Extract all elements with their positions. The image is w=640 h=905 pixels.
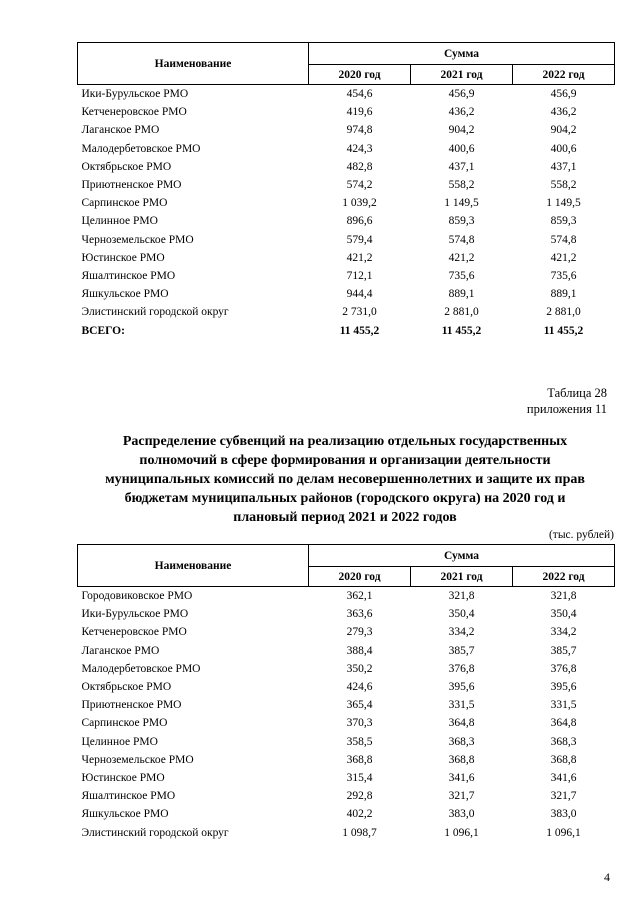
value-2020: 2 731,0 bbox=[342, 306, 377, 319]
value-2020: 454,6 bbox=[346, 88, 373, 101]
value-2021: 334,2 bbox=[448, 626, 475, 639]
appendix-number: приложения 11 bbox=[526, 402, 607, 416]
header-name: Наименование bbox=[78, 43, 309, 85]
value-2021: 904,2 bbox=[448, 124, 475, 137]
subsidy-table-2 bbox=[77, 544, 615, 842]
value-2020: 11 455,2 bbox=[339, 324, 380, 337]
value-2020: 402,2 bbox=[346, 808, 373, 821]
value-2021: 385,7 bbox=[448, 644, 475, 657]
table-row bbox=[78, 267, 615, 285]
value-2022: 421,2 bbox=[550, 251, 577, 264]
heading-line: муниципальных комиссий по делам несовершеннолетних и защите их прав bbox=[105, 472, 585, 487]
municipality-name: Лаганское РМО bbox=[81, 124, 160, 137]
table-row bbox=[78, 249, 615, 267]
header-year-2021: 2021 год bbox=[411, 65, 513, 85]
value-2020: 358,5 bbox=[346, 735, 373, 748]
municipality-name: Ики-Бурульское РМО bbox=[81, 608, 189, 621]
value-2022: 2 881,0 bbox=[546, 306, 581, 319]
value-2022: 889,1 bbox=[550, 288, 577, 301]
value-2022: 735,6 bbox=[550, 269, 577, 282]
value-2021: 436,2 bbox=[448, 106, 475, 119]
value-2022: 456,9 bbox=[550, 88, 577, 101]
table-row bbox=[78, 158, 615, 176]
value-2020: 579,4 bbox=[346, 233, 373, 246]
page-number: 4 bbox=[604, 870, 610, 884]
municipality-name: Сарпинское РМО bbox=[81, 197, 168, 210]
municipality-name: Яшкульское РМО bbox=[81, 288, 169, 301]
value-2021: 383,0 bbox=[448, 808, 475, 821]
table-row bbox=[78, 787, 615, 805]
table-row bbox=[78, 696, 615, 714]
municipality-name: Приютненское РМО bbox=[81, 179, 182, 192]
value-2022: 385,7 bbox=[550, 644, 577, 657]
value-2020: 368,8 bbox=[346, 753, 373, 766]
table-1-body bbox=[78, 85, 615, 340]
value-2021: 1 149,5 bbox=[444, 197, 479, 210]
municipality-name: Сарпинское РМО bbox=[81, 717, 168, 730]
value-2021: 1 096,1 bbox=[444, 826, 479, 839]
value-2021: 364,8 bbox=[448, 717, 475, 730]
value-2020: 974,8 bbox=[346, 124, 373, 137]
table-row bbox=[78, 678, 615, 696]
table-row bbox=[78, 823, 615, 841]
value-2021: 735,6 bbox=[448, 269, 475, 282]
value-2021: 456,9 bbox=[448, 88, 475, 101]
value-2021: 437,1 bbox=[448, 160, 475, 173]
value-2020: 279,3 bbox=[346, 626, 373, 639]
value-2020: 363,6 bbox=[346, 608, 373, 621]
municipality-name: Октябрьское РМО bbox=[81, 681, 172, 694]
municipality-name: Кетченеровское РМО bbox=[81, 106, 187, 119]
municipality-name: Малодербетовское РМО bbox=[81, 662, 201, 675]
value-2020: 712,1 bbox=[346, 269, 373, 282]
value-2020: 421,2 bbox=[346, 251, 373, 264]
table-row bbox=[78, 140, 615, 158]
value-2021: 321,7 bbox=[448, 790, 475, 803]
value-2022: 400,6 bbox=[550, 142, 577, 155]
value-2022: 395,6 bbox=[550, 681, 577, 694]
value-2022: 341,6 bbox=[550, 771, 577, 784]
header-year-2020: 2020 год bbox=[309, 65, 411, 85]
table-row bbox=[78, 714, 615, 732]
municipality-name: Яшалтинское РМО bbox=[81, 269, 176, 282]
value-2020: 350,2 bbox=[346, 662, 373, 675]
value-2021: 889,1 bbox=[448, 288, 475, 301]
table-row bbox=[78, 212, 615, 230]
table-row bbox=[78, 751, 615, 769]
municipality-name: Юстинское РМО bbox=[81, 771, 165, 784]
value-2021: 341,6 bbox=[448, 771, 475, 784]
value-2021: 421,2 bbox=[448, 251, 475, 264]
value-2022: 368,3 bbox=[550, 735, 577, 748]
value-2020: 1 039,2 bbox=[342, 197, 377, 210]
municipality-name: Элистинский городской округ bbox=[81, 826, 229, 839]
value-2022: 321,7 bbox=[550, 790, 577, 803]
municipality-name: Элистинский городской округ bbox=[81, 306, 229, 319]
header-year-2022: 2022 год bbox=[513, 567, 615, 587]
value-2021: 558,2 bbox=[448, 179, 475, 192]
table-row bbox=[78, 587, 615, 606]
municipality-name: Черноземельское РМО bbox=[81, 233, 194, 246]
heading-line: плановый период 2021 и 2022 годов bbox=[233, 510, 457, 525]
value-2022: 376,8 bbox=[550, 662, 577, 675]
municipality-name: Юстинское РМО bbox=[81, 251, 165, 264]
table-row bbox=[78, 303, 615, 321]
value-2020: 370,3 bbox=[346, 717, 373, 730]
municipality-name: Лаганское РМО bbox=[81, 644, 160, 657]
table-row bbox=[78, 103, 615, 121]
municipality-name: Целинное РМО bbox=[81, 735, 158, 748]
value-2022: 437,1 bbox=[550, 160, 577, 173]
value-2020: 574,2 bbox=[346, 179, 373, 192]
value-2021: 574,8 bbox=[448, 233, 475, 246]
header-name: Наименование bbox=[78, 545, 309, 587]
table-row bbox=[78, 660, 615, 678]
value-2021: 368,8 bbox=[448, 753, 475, 766]
value-2022: 383,0 bbox=[550, 808, 577, 821]
value-2022: 574,8 bbox=[550, 233, 577, 246]
value-2020: 482,8 bbox=[346, 160, 373, 173]
document-heading bbox=[75, 432, 615, 527]
municipality-name: Малодербетовское РМО bbox=[81, 142, 201, 155]
value-2021: 11 455,2 bbox=[441, 324, 482, 337]
value-2021: 395,6 bbox=[448, 681, 475, 694]
table-row bbox=[78, 231, 615, 249]
table-row bbox=[78, 285, 615, 303]
value-2022: 1 149,5 bbox=[546, 197, 581, 210]
value-2020: 1 098,7 bbox=[342, 826, 377, 839]
table-caption bbox=[527, 385, 607, 417]
value-2021: 368,3 bbox=[448, 735, 475, 748]
header-sum: Сумма bbox=[309, 43, 615, 65]
value-2021: 350,4 bbox=[448, 608, 475, 621]
total-row bbox=[78, 321, 615, 339]
header-year-2022: 2022 год bbox=[513, 65, 615, 85]
table-row bbox=[78, 194, 615, 212]
municipality-name: Октябрьское РМО bbox=[81, 160, 172, 173]
value-2020: 944,4 bbox=[346, 288, 373, 301]
value-2021: 400,6 bbox=[448, 142, 475, 155]
value-2022: 436,2 bbox=[550, 106, 577, 119]
table-row bbox=[78, 623, 615, 641]
value-2020: 292,8 bbox=[346, 790, 373, 803]
value-2020: 896,6 bbox=[346, 215, 373, 228]
table-row bbox=[78, 769, 615, 787]
value-2022: 331,5 bbox=[550, 699, 577, 712]
table-row bbox=[78, 605, 615, 623]
unit-label: (тыс. рублей) bbox=[548, 529, 614, 541]
value-2020: 419,6 bbox=[346, 106, 373, 119]
value-2020: 388,4 bbox=[346, 644, 373, 657]
value-2020: 424,6 bbox=[346, 681, 373, 694]
municipality-name: Яшалтинское РМО bbox=[81, 790, 176, 803]
value-2020: 365,4 bbox=[346, 699, 373, 712]
value-2021: 331,5 bbox=[448, 699, 475, 712]
header-sum: Сумма bbox=[309, 545, 615, 567]
table-row bbox=[78, 85, 615, 104]
value-2020: 362,1 bbox=[346, 590, 373, 603]
value-2021: 859,3 bbox=[448, 215, 475, 228]
value-2020: 315,4 bbox=[346, 771, 373, 784]
value-2022: 904,2 bbox=[550, 124, 577, 137]
value-2022: 364,8 bbox=[550, 717, 577, 730]
value-2022: 1 096,1 bbox=[546, 826, 581, 839]
value-2021: 376,8 bbox=[448, 662, 475, 675]
municipality-name: Целинное РМО bbox=[81, 215, 158, 228]
municipality-name: Яшкульское РМО bbox=[81, 808, 169, 821]
value-2020: 424,3 bbox=[346, 142, 373, 155]
total-label: ВСЕГО: bbox=[81, 324, 125, 337]
municipality-name: Городовиковское РМО bbox=[81, 590, 193, 603]
table-number: Таблица 28 bbox=[547, 386, 607, 400]
municipality-name: Приютненское РМО bbox=[81, 699, 182, 712]
table-row bbox=[78, 642, 615, 660]
heading-line: Распределение субвенций на реализацию отдельных государственных bbox=[122, 434, 568, 449]
value-2022: 859,3 bbox=[550, 215, 577, 228]
table-2-body bbox=[78, 587, 615, 842]
value-2022: 334,2 bbox=[550, 626, 577, 639]
header-year-2020: 2020 год bbox=[309, 567, 411, 587]
value-2022: 350,4 bbox=[550, 608, 577, 621]
value-2022: 11 455,2 bbox=[543, 324, 584, 337]
value-2022: 558,2 bbox=[550, 179, 577, 192]
municipality-name: Ики-Бурульское РМО bbox=[81, 88, 189, 101]
value-2021: 2 881,0 bbox=[444, 306, 479, 319]
municipality-name: Кетченеровское РМО bbox=[81, 626, 187, 639]
table-row bbox=[78, 733, 615, 751]
value-2021: 321,8 bbox=[448, 590, 475, 603]
heading-line: бюджетам муниципальных районов (городского округа) на 2020 год и bbox=[124, 491, 566, 506]
value-2022: 321,8 bbox=[550, 590, 577, 603]
header-year-2021: 2021 год bbox=[411, 567, 513, 587]
municipality-name: Черноземельское РМО bbox=[81, 753, 194, 766]
value-2022: 368,8 bbox=[550, 753, 577, 766]
table-row bbox=[78, 121, 615, 139]
table-row bbox=[78, 805, 615, 823]
table-row bbox=[78, 176, 615, 194]
heading-line: полномочий в сфере формирования и организации деятельности bbox=[139, 453, 551, 468]
subsidy-table-1 bbox=[77, 42, 615, 340]
